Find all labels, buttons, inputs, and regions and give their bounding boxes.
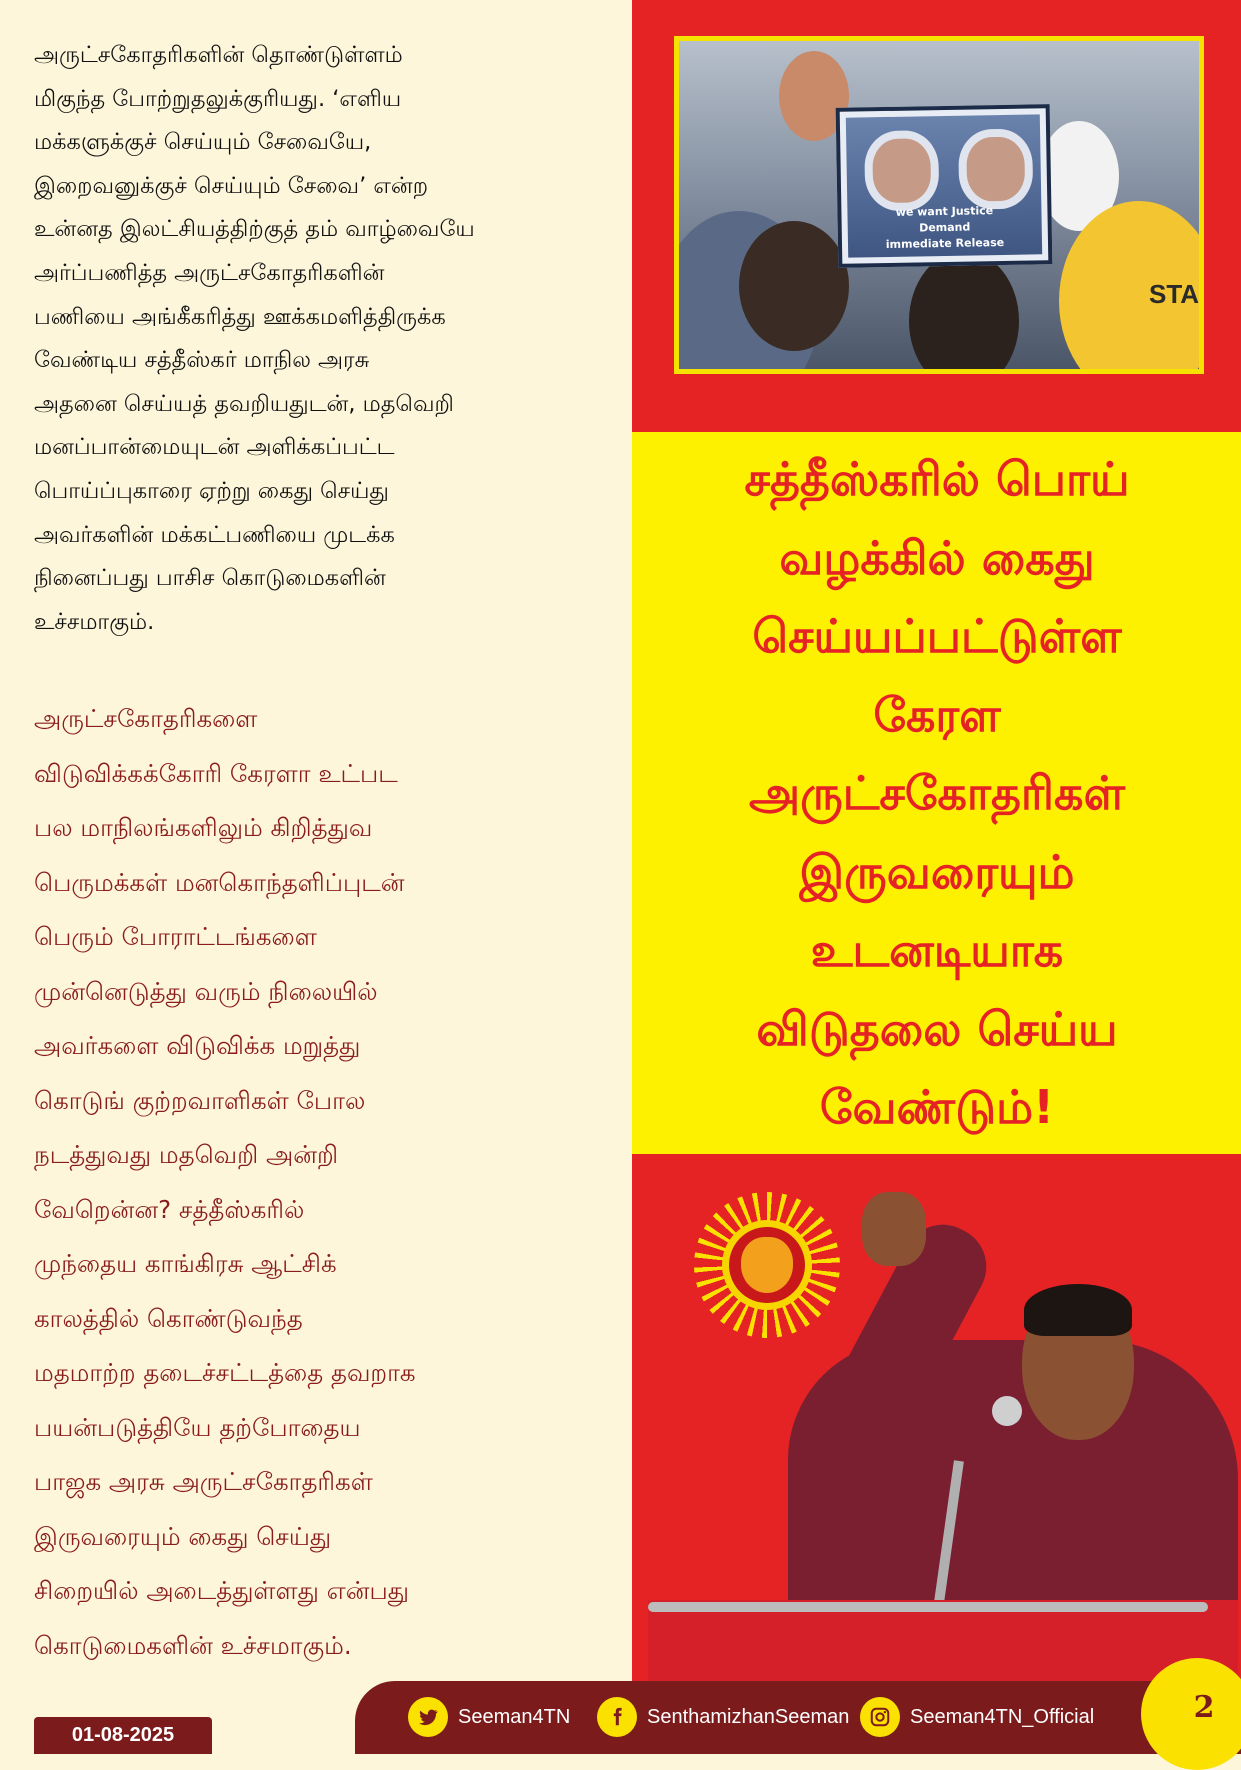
crowd-figure	[909, 251, 1019, 374]
placard-text: we want Justice Demand immediate Release	[885, 204, 1005, 252]
placard-photo	[846, 114, 1042, 257]
article-paragraph-2: அருட்சகோதரிகளை விடுவிக்கக்கோரி கேரளா உட்பட பல மாநிலங்களிலும் கிறித்துவ பெருமக்கள் மனகொந்தளிப்புடன் பெரும் போராட்டங்களை முன்னெடுத்து வரும் நிலையில் அவர்களை விடுவிக்க மறுத்து கொடுங் குற்றவாளிகள் போல நடத்துவது மதவெறி அன்றி வேறென்ன? சத்தீஸ்கரில் முந்தைய காங்கிரசு ஆட்சிக் காலத்தில் கொண்டுவந்த மதமாற்ற தடைச்சட்டத்தை தவறாக பயன்படுத்தியே தற்போதைய பாஜக அரசு அருட்சகோதரிகள் இருவரையும் கைது செய்து சிறையில் அடைத்துள்ளது என்பது கொடுமைகளின் உச்சமாகும்.	[34, 704, 416, 1660]
date-badge: 01-08-2025	[34, 1717, 212, 1754]
nun-portrait	[958, 128, 1033, 209]
nun-portrait	[864, 130, 939, 211]
social-label: Seeman4TN	[458, 1705, 571, 1728]
facebook-icon	[597, 1697, 637, 1737]
protest-photo	[674, 36, 1204, 374]
crowd-figure	[739, 221, 849, 351]
social-facebook[interactable]	[597, 1697, 849, 1737]
social-label: Seeman4TN_Official	[910, 1705, 1095, 1728]
social-instagram[interactable]	[860, 1697, 1094, 1737]
podium	[648, 1600, 1238, 1682]
social-label: SenthamizhanSeeman	[647, 1705, 850, 1728]
page-number: 2	[1193, 1690, 1215, 1725]
twitter-icon	[408, 1697, 448, 1737]
social-twitter[interactable]	[408, 1697, 570, 1737]
protest-placard	[836, 104, 1053, 268]
article-paragraph-1: அருட்சகோதரிகளின் தொண்டுள்ளம் மிகுந்த போற்றுதலுக்குரியது. ‘எளிய மக்களுக்குச் செய்யும் சேவையே, இறைவனுக்குச் செய்யும் சேவை’ என்ற உன்னத இலட்சியத்திற்குத் தம் வாழ்வையே அர்ப்பணித்த அருட்சகோதரிகளின் பணியை அங்கீகரித்து ஊக்கமளித்திருக்க வேண்டிய சத்தீஸ்கர் மாநில அரசு அதனை செய்யத் தவறியதுடன், மதவெறி மனப்பான்மையுடன் அளிக்கப்பட்ட பொய்ப்புகாரை ஏற்று கைது செய்து அவர்களின் மக்கட்பணியை முடக்க நினைப்பது பாசிச கொடுமைகளின் உச்சமாகும்.	[34, 42, 475, 635]
podium-rail	[648, 1602, 1208, 1612]
microphone	[992, 1396, 1022, 1426]
headline: சத்தீஸ்கரில் பொய் வழக்கில் கைது செய்யப்பட்டுள்ள கேரள அருட்சகோதரிகள் இருவரையும் உடனடியாக விடுதலை செய்ய வேண்டும்!	[744, 452, 1130, 1134]
instagram-icon	[860, 1697, 900, 1737]
shirt-text: STA	[1149, 279, 1200, 309]
